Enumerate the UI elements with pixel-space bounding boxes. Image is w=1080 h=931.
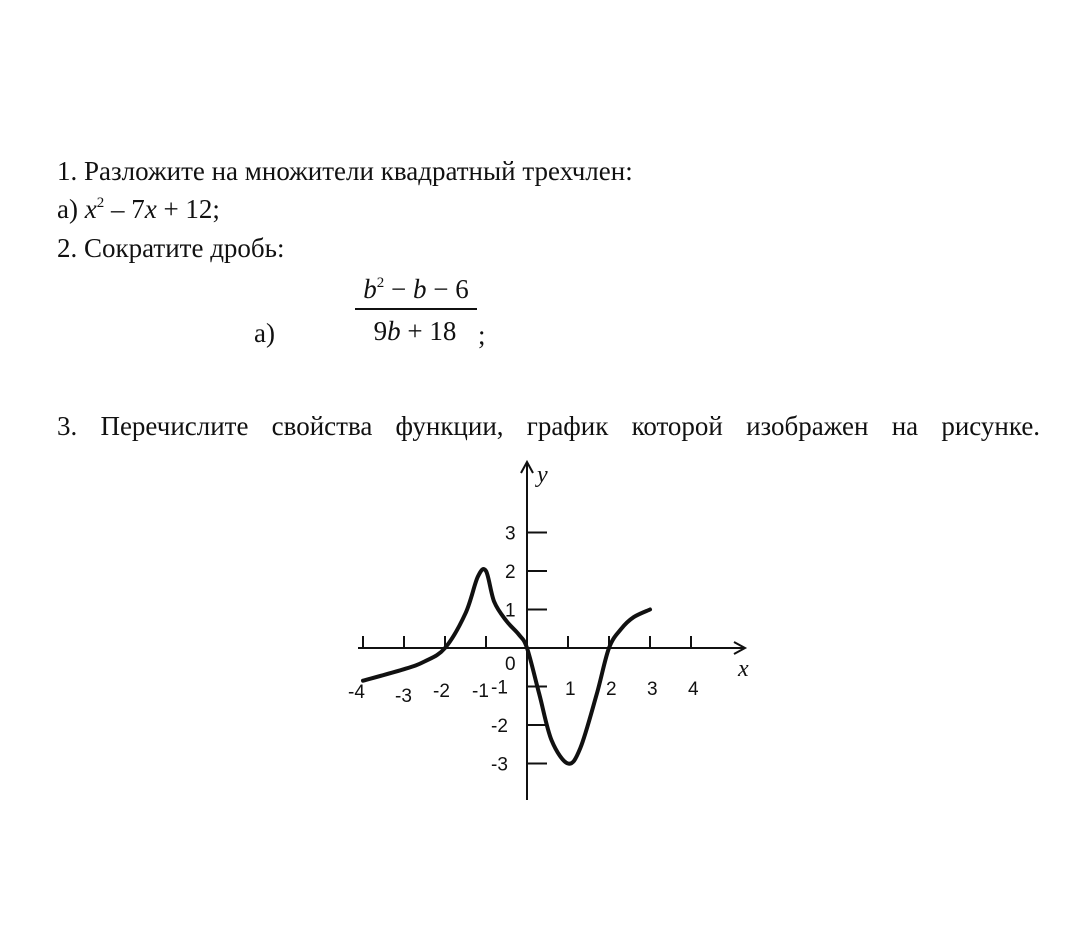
x-tick-label: 1 bbox=[565, 679, 576, 700]
denominator-variable: b bbox=[387, 316, 401, 346]
numerator-variable-2: b bbox=[413, 274, 427, 304]
x-tick-label: -3 bbox=[395, 686, 412, 707]
x-tick-label: -2 bbox=[433, 681, 450, 702]
task3-word: изображен bbox=[746, 411, 869, 441]
task2-item-label: а) bbox=[254, 318, 275, 348]
task2-heading: 2. Сократите дробь: bbox=[57, 233, 285, 263]
task3-word: график bbox=[526, 411, 609, 441]
numerator-part-1: − bbox=[384, 274, 413, 304]
expr-tail: + 12; bbox=[156, 194, 220, 224]
denominator-rest: + 18 bbox=[400, 316, 457, 346]
x-tick-label: 4 bbox=[688, 679, 699, 700]
fraction-numerator bbox=[350, 272, 480, 306]
expr-variable-2: x bbox=[144, 194, 157, 224]
denominator-coef: 9 bbox=[373, 316, 388, 346]
expr-middle: – 7 bbox=[104, 194, 145, 224]
expr-variable: x bbox=[84, 194, 97, 224]
task3-word: 3. bbox=[57, 411, 78, 441]
numerator-exponent: 2 bbox=[376, 275, 385, 291]
task3-word: которой bbox=[631, 411, 723, 441]
task3-word: на bbox=[891, 411, 919, 441]
task1-heading: 1. Разложите на множители квадратный трехчлен: bbox=[57, 156, 633, 186]
task1-expression bbox=[57, 193, 220, 225]
task3-word: Перечислите bbox=[100, 411, 249, 441]
y-tick-label: -3 bbox=[491, 754, 508, 776]
task3-word: функции, bbox=[395, 411, 504, 441]
y-tick-label: 3 bbox=[505, 523, 516, 545]
fraction-bar bbox=[355, 308, 477, 310]
y-tick-label: 2 bbox=[505, 562, 516, 583]
y-tick-label: -1 bbox=[491, 677, 508, 699]
y-axis-name: y bbox=[537, 462, 548, 488]
y-tick-label: -2 bbox=[491, 716, 508, 737]
fraction bbox=[350, 272, 480, 348]
graph-axes bbox=[358, 462, 745, 800]
fraction-terminator: ; bbox=[478, 320, 486, 350]
origin-label: 0 bbox=[505, 654, 516, 675]
fraction-denominator bbox=[350, 314, 480, 348]
numerator-variable: b bbox=[363, 274, 377, 304]
x-tick-label: -4 bbox=[348, 682, 365, 703]
x-tick-label: 2 bbox=[606, 679, 617, 700]
task3-word: свойства bbox=[271, 411, 373, 441]
y-tick-label: 1 bbox=[505, 600, 516, 622]
task3-heading bbox=[57, 410, 1040, 442]
x-tick-label: -1 bbox=[472, 681, 489, 702]
task3-word: рисунке. bbox=[941, 411, 1041, 441]
expr-exponent: 2 bbox=[96, 195, 105, 211]
numerator-part-2: − 6 bbox=[426, 274, 469, 304]
x-tick-label: 3 bbox=[647, 679, 658, 700]
function-graph bbox=[320, 450, 770, 810]
x-axis-name: x bbox=[738, 656, 749, 682]
task1-item-label: а) bbox=[57, 194, 78, 224]
